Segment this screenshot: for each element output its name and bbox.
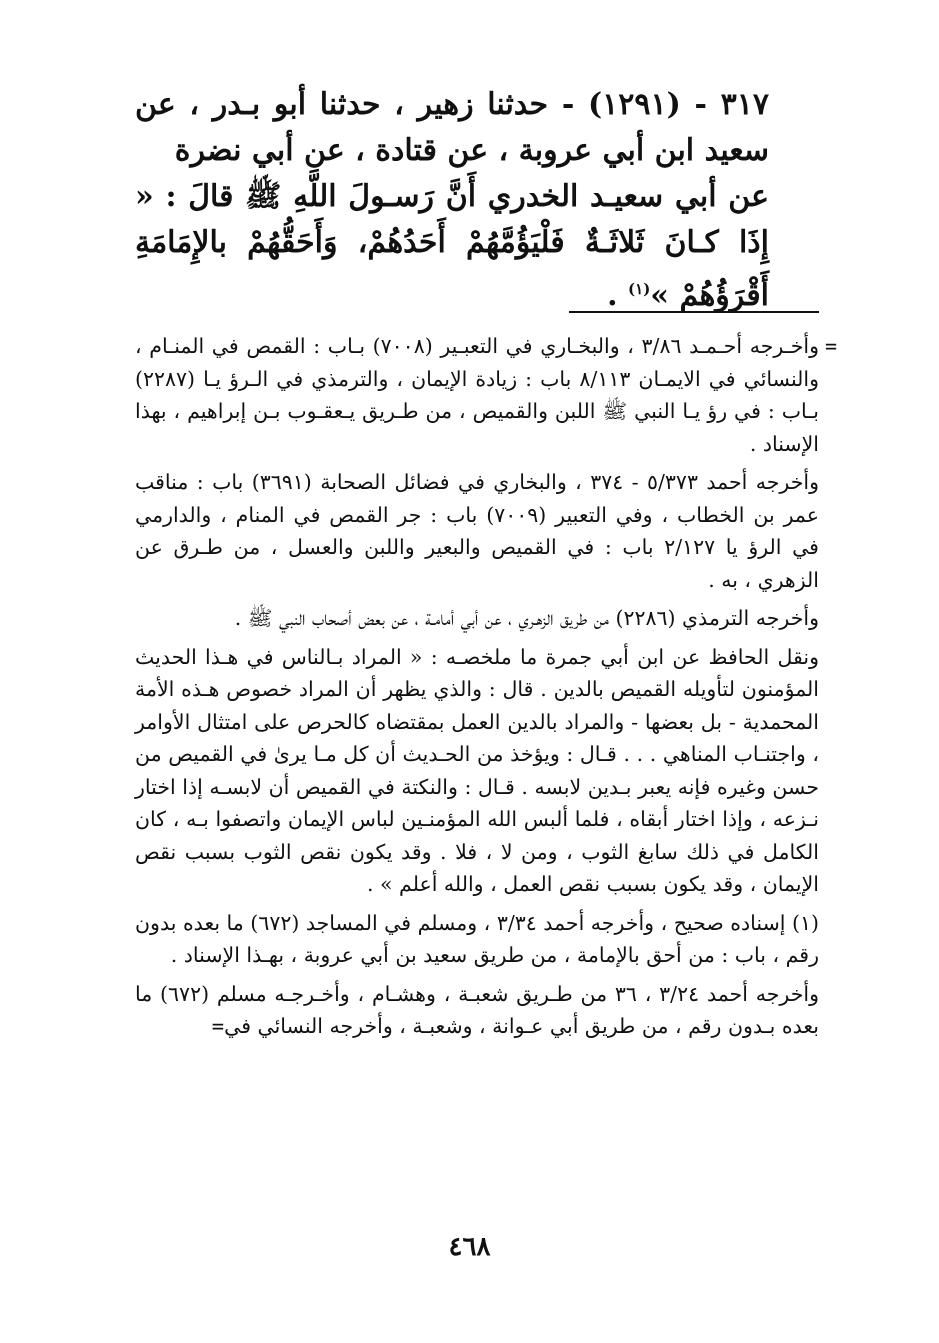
footnote-paragraph: ونقل الحافظ عن ابن أبي جمرة ما ملخصـه : « المراد بـالناس في هـذا الحديث المؤمنون لتأويله القميص بالدين . قال : والذي يظهر أن المراد خصوص هـذه الأمة المحمدية - بل بعضها - والمراد بالدين العمل بمقتضاه كالحرص على امتثال الأوامر ، واجتنـاب المناهي . . . قـال : ويؤخذ من الحـديث أن كل مـا يرىٰ في القميص من حسن وغيره فإنه يعبر بـدين لابسه . قـال : والنكتة في القميص أن لابسـه إذا اختار نـزعه ، وإذا اختار أبقاه ، فلما ألبس الله المؤمنـين لباس الإيمان واتصفوا بـه ، كان الكامل في ذلك سابغ الثوب ، ومن لا ، فلا . وقد يكون نقص الثوب بسبب نقص الإيمان ، وقد يكون بسبب نقص العمل ، والله أعلم » . [135, 644, 819, 896]
footnote-paragraph: وأخرجه أحمد ٥/٣٧٣ - ٣٧٤ ، والبخاري في فضائل الصحابة (٣٦٩١) باب : مناقب عمر بن الخطاب ، وفي التعبير (٧٠٠٩) باب : جر القمص في المنام ، والدارمي في الرؤ يا ٢/١٢٧ باب : في القميص والبعير واللبن والعسل ، من طـرق عن الزهري ، به . [135, 470, 820, 592]
page-number: ٤٦٨ [448, 1232, 491, 1262]
continuation-mark: = [824, 334, 837, 358]
footnote-paragraph: وأخرجه الترمذي (٢٢٨٦) من طريق الزهـري ، عن أبي أمامـة ، عن بعض أصحاب النبي ﷺ . [234, 606, 819, 630]
footnote-tail-mark: = [211, 1014, 225, 1038]
hadith-text [135, 82, 769, 319]
hadith-paragraph [135, 82, 769, 174]
footnote-separator-rule [569, 311, 819, 313]
hadith-isnad-2: عن أبي سعيـد الخدري أَنَّ رَسـولَ اللَّهِ ﷺ قالَ : [165, 179, 769, 214]
footnote-reference: (١) [628, 280, 651, 298]
footnote-paragraph: وأخـرجه أحـمـد ٣/٨٦ ، والبخـاري في التعبـير (٧٠٠٨) بـاب : القمص في المنـام ، والنسائي في الايمـان ٨/١١٣ باب : زيادة الإيمان ، والترمذي في الـرؤ يـا (٢٢٨٧) بـاب : في رؤ يـا النبي ﷺ اللبن والقميص ، من طـريق يـعقـوب بـن إبراهيم ، بهذا الإسناد . [135, 334, 819, 456]
footnote-last-text: وأخرجه أحمد ٣/٢٤ ، ٣٦ من طـريق شعبـة ، وهشـام ، وأخـرجـه مسلم (٦٧٢) ما بعده بـدون رقم ، من طريق أبي عـوانة ، وشعبـة ، وأخرجه النسائي في [135, 981, 819, 1038]
footnote-paragraph-last [135, 978, 819, 1043]
hadith-paragraph-2 [135, 174, 769, 319]
hadith-number: ٣١٧ - (١٢٩١) - [561, 87, 769, 122]
hadith-end: . [607, 278, 629, 313]
footnotes [135, 330, 819, 1043]
footnote-paragraph: (١) إسناده صحيح ، وأخرجه أحمد ٣/٣٤ ، ومسلم في المساجد (٦٧٢) ما بعده بدون رقم ، باب : من أحق بالإمامة ، من طريق سعيد بن أبي عروبة ، بهـذا الإسناد . [135, 910, 819, 967]
hadith-isnad-1: حدثنا زهير ، حدثنا أبو بـدر ، عن سعيد ابن أبي عروبة ، عن قتادة ، عن أبي نضرة [135, 87, 769, 168]
hadith-matn: « إِذَا كـانَ ثَلاثَـةٌ فَلْيَؤُمَّهُمْ أَحَدُهُمْ، وَأَحَقُّهُمْ بالإِمَامَةِ أَقْرَؤُهُمْ » [135, 179, 769, 313]
